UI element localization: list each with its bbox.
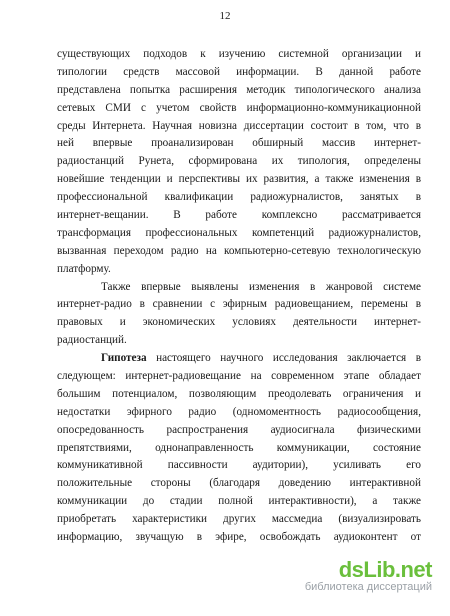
watermark-logo-text: dsLib.net <box>338 557 432 582</box>
text-line: правовых и экономических условиях деятельности интернет- <box>57 316 421 329</box>
page-number: 12 <box>219 10 231 22</box>
text-line: большим потенциалом, позволяющим преодолевать ограничения и <box>57 387 421 400</box>
text-line: сетевых СМИ с учетом свойств информационно-коммуникационной <box>57 101 421 114</box>
text-line: интернет-вещании. В работе комплексно рассматривается <box>57 209 421 222</box>
text-line: следующем: интернет-радиовещание на современном этапе обладает <box>57 370 421 383</box>
text-line: типологии средств массовой информации. В данной работе <box>57 65 421 78</box>
document-body <box>57 46 421 547</box>
text-line: интернет-радио в сравнении с эфирным радиовещанием, перемены в <box>57 298 421 311</box>
text-line: представлена попытка расширения методик типологического анализа <box>57 83 421 96</box>
text-line: среды Интернета. Научная новизна диссертации состоит в том, что в <box>57 119 421 132</box>
text-line: коммуникации до стадии полной интерактивности), а также <box>57 495 421 508</box>
text-line: положительные стороны (благодаря доведению интерактивной <box>57 477 421 490</box>
text-line: радиостанций Рунета, сформирована их типология, определены <box>57 155 421 168</box>
text-line: недостатки эфирного радио (одномоментность радиосообщения, <box>57 405 421 418</box>
text-line <box>57 350 421 368</box>
text-line: препятствиями, однонаправленность коммуникации, состояние <box>57 441 421 454</box>
text-line: опосредованность распространения аудиосигнала физическими <box>57 423 421 436</box>
bold-term: Гипотеза <box>101 352 147 365</box>
text-line: платформу. <box>57 262 111 275</box>
text-line: существующих подходов к изучению системной организации и <box>57 48 421 60</box>
watermark-logo <box>302 559 432 594</box>
text-line: Также впервые выявлены изменения в жанровой системе <box>101 280 421 293</box>
watermark-subtitle: библиотека диссертаций <box>304 581 432 593</box>
text-line: вызванная переходом радио на компьютерно-сетевую технологическую <box>57 244 421 257</box>
text-line: радиостанций. <box>57 334 127 347</box>
text-line-rest: настоящего научного исследования заключается в <box>146 352 421 365</box>
text-line: приобретать характеристики других массмедиа (визуализировать <box>57 513 421 526</box>
text-line: профессиональной квалификации радиожурналистов, занятых в <box>57 191 421 204</box>
text-line: новейшие тенденции и перспективы их развития, а также изменения в <box>57 173 421 186</box>
text-line: ней впервые проанализирован обширный массив интернет- <box>57 137 421 150</box>
text-line: трансформация профессиональных компетенций радиожурналистов, <box>57 226 421 239</box>
text-line: коммуникативной пассивности аудитории), усиливать его <box>57 459 421 472</box>
text-line: информацию, звучащую в эфире, освобождать аудиоконтент от <box>57 531 421 544</box>
